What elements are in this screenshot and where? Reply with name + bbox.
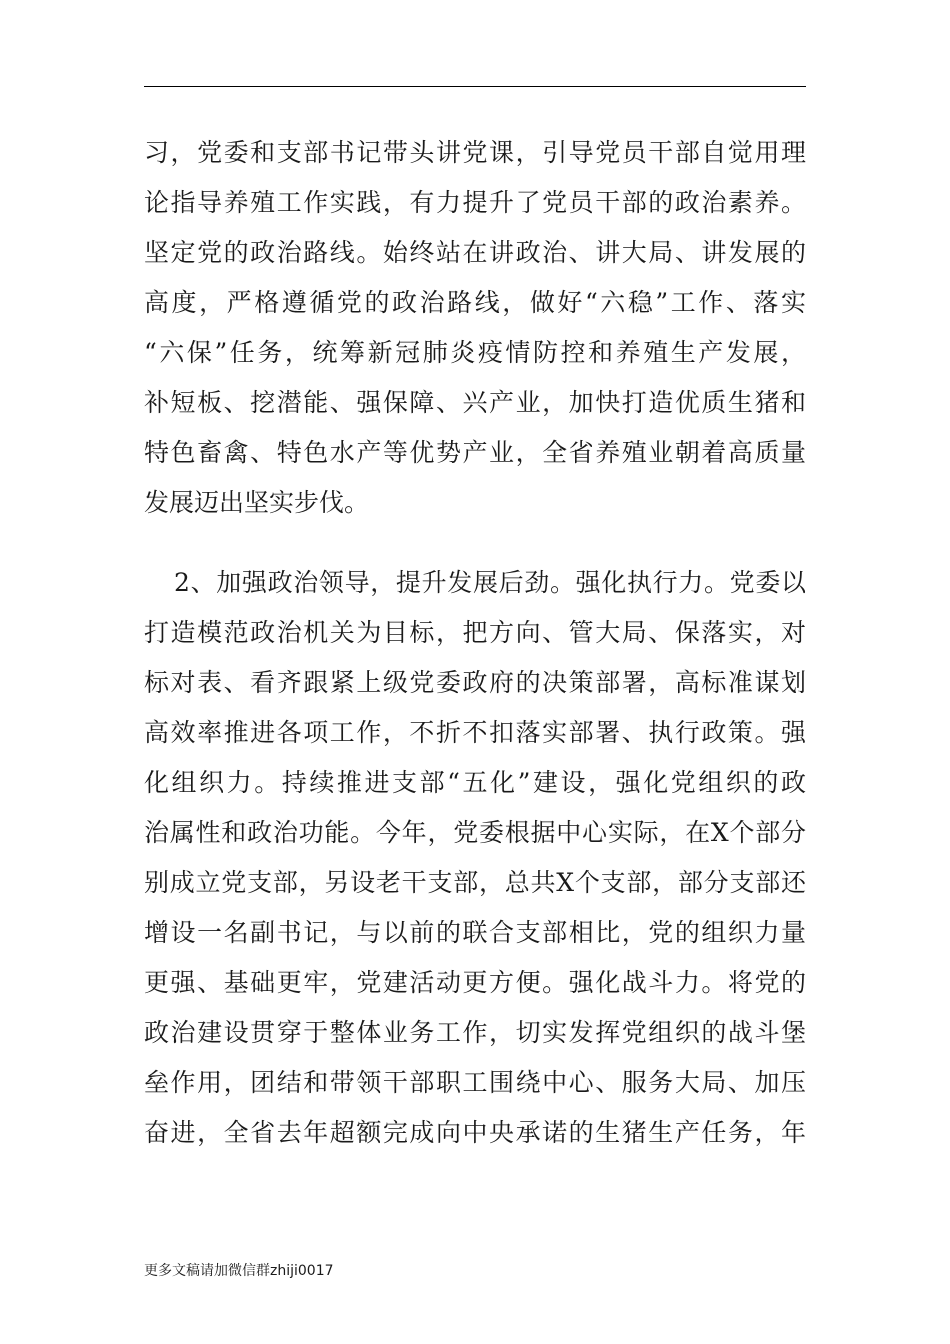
text-line: 化组织力。持续推进支部“五化”建设，强化党组织的政 <box>144 768 806 797</box>
text-line: 打造模范政治机关为目标，把方向、管大局、保落实，对 <box>144 618 806 647</box>
paragraph-2 <box>144 558 806 1158</box>
text-line: 标对表、看齐跟紧上级党委政府的决策部署，高标准谋划 <box>144 668 806 697</box>
paragraph-gap <box>144 528 806 558</box>
text-line: 高度，严格遵循党的政治路线，做好“六稳”工作、落实 <box>144 288 806 317</box>
footer-note: 更多文稿请加微信群zhiji0017 <box>144 1263 334 1279</box>
text-line: 增设一名副书记，与以前的联合支部相比，党的组织力量 <box>144 918 806 947</box>
text-line: 2、加强政治领导，提升发展后劲。强化执行力。党委以 <box>174 568 806 597</box>
header-rule <box>144 86 806 87</box>
text-line: 论指导养殖工作实践，有力提升了党员干部的政治素养。 <box>144 188 806 217</box>
document-body <box>144 128 806 1158</box>
text-line: 政治建设贯穿于整体业务工作，切实发挥党组织的战斗堡 <box>144 1018 806 1047</box>
text-line: 习，党委和支部书记带头讲党课，引导党员干部自觉用理 <box>144 138 806 167</box>
text-line: 高效率推进各项工作，不折不扣落实部署、执行政策。强 <box>144 718 806 747</box>
text-line: 更强、基础更牢，党建活动更方便。强化战斗力。将党的 <box>144 968 806 997</box>
paragraph-1 <box>144 128 806 528</box>
text-line: 补短板、挖潜能、强保障、兴产业，加快打造优质生猪和 <box>144 388 806 417</box>
text-line: 发展迈出坚实步伐。 <box>144 488 370 517</box>
text-line: “六保”任务，统筹新冠肺炎疫情防控和养殖生产发展， <box>144 338 806 367</box>
text-line: 别成立党支部，另设老干支部，总共X个支部，部分支部还 <box>144 868 806 897</box>
text-line: 奋进，全省去年超额完成向中央承诺的生猪生产任务，年 <box>144 1118 806 1147</box>
text-line: 治属性和政治功能。今年，党委根据中心实际，在X个部分 <box>144 818 806 847</box>
text-line: 特色畜禽、特色水产等优势产业，全省养殖业朝着高质量 <box>144 438 806 467</box>
text-line: 坚定党的政治路线。始终站在讲政治、讲大局、讲发展的 <box>144 238 806 267</box>
text-line: 垒作用，团结和带领干部职工围绕中心、服务大局、加压 <box>144 1068 806 1097</box>
